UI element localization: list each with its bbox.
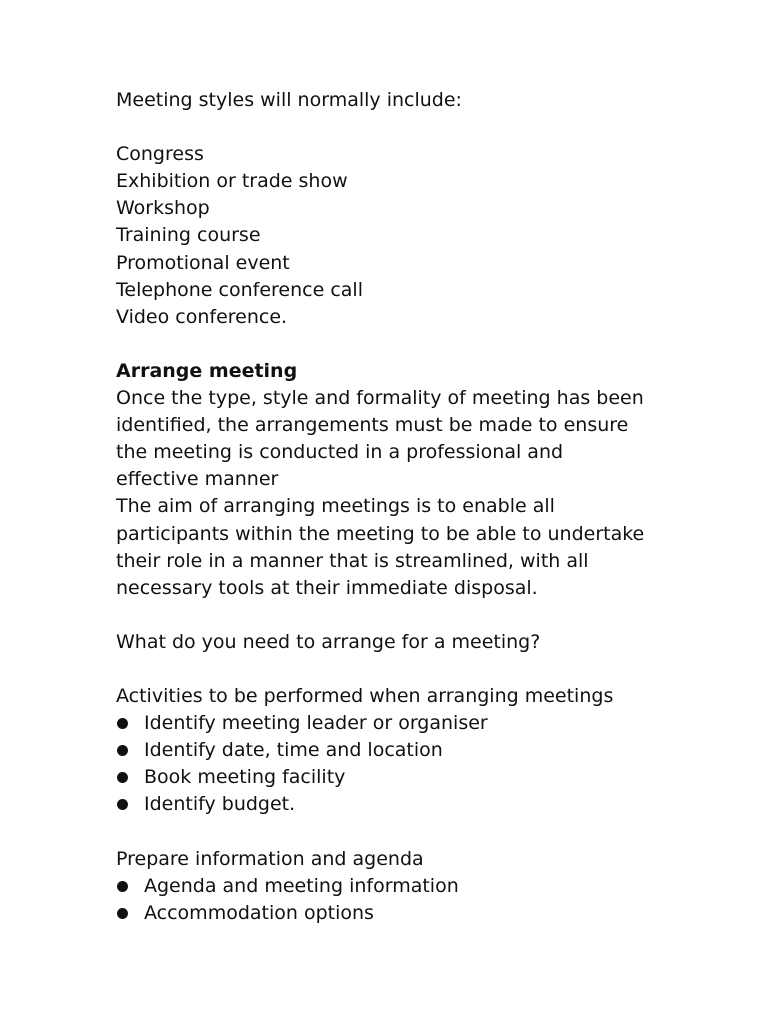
prepare-heading: Prepare information and agenda [116,847,424,870]
meeting-style-item: Workshop [116,197,210,220]
meeting-style-item: Telephone conference call [116,278,363,301]
spacer [116,819,676,846]
prepare-list [116,873,676,927]
paragraph-line: The aim of arranging meetings is to enable all [116,495,555,518]
list-item-label: Accommodation options [144,901,374,924]
paragraph-arrangements [116,385,676,493]
meeting-style-item: Promotional event [116,251,290,274]
list-item-label: Identify budget. [144,793,296,816]
spacer [116,602,676,629]
spacer [116,331,676,358]
meeting-style-item: Training course [116,224,261,247]
list-item [116,873,676,900]
bullet-icon [117,718,128,729]
list-item-label: Book meeting facility [144,766,346,789]
paragraph-line: effective manner [116,468,279,491]
section-heading-arrange-meeting: Arrange meeting [116,359,298,382]
intro-heading: Meeting styles will normally include: [116,89,462,111]
list-item-label: Identify meeting leader or organiser [144,712,488,735]
paragraph-line: the meeting is conducted in a professional and [116,441,564,464]
meeting-style-item: Exhibition or trade show [116,170,348,193]
spacer [116,114,676,141]
list-item [116,710,676,737]
list-item [116,791,676,818]
paragraph-aim [116,493,676,601]
question-line: What do you need to arrange for a meeting? [116,630,541,653]
bullet-icon [117,772,128,783]
meeting-styles-list [116,141,676,331]
meeting-style-item: Congress [116,143,204,166]
meeting-style-item: Video conference. [116,305,288,328]
paragraph-line: necessary tools at their immediate disposal. [116,576,538,599]
bullet-icon [117,881,128,892]
list-item [116,737,676,764]
paragraph-line: participants within the meeting to be able to undertake [116,522,645,545]
list-item [116,900,676,927]
paragraph-line: Once the type, style and formality of meeting has been [116,387,644,410]
list-item-label: Identify date, time and location [144,739,443,762]
list-item-label: Agenda and meeting information [144,874,459,897]
list-item [116,764,676,791]
activities-heading: Activities to be performed when arranging meetings [116,685,614,708]
document-body [116,87,676,927]
spacer [116,656,676,683]
paragraph-line: their role in a manner that is streamlined, with all [116,549,589,572]
bullet-icon [117,799,128,810]
paragraph-line: identified, the arrangements must be made to ensure [116,414,629,437]
bullet-icon [117,908,128,919]
bullet-icon [117,745,128,756]
activities-list [116,710,676,818]
